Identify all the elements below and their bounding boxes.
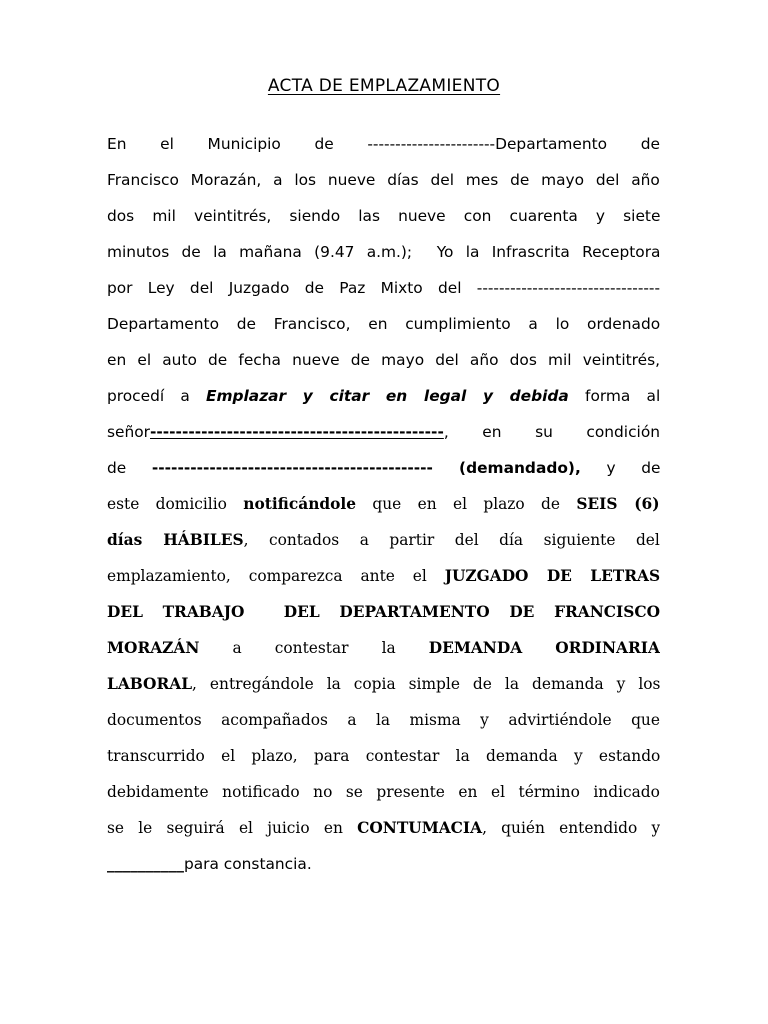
body-line-10 [107,450,660,486]
line-text: Francisco Morazán, a los nueve días del mes de mayo del año [107,171,660,189]
body-line-5 [107,270,660,306]
line-text: debidamente notificado no se presente en el término indicado [107,783,660,801]
body-line-8 [107,378,660,414]
body-line-21 [107,846,660,882]
blank-line-condition: -------------------------------------------- (demandado), [151,459,581,477]
line-run: emplazamiento, comparezca ante el JUZGADO DE LETRAS [107,567,660,585]
bold-text: CONTUMACIA [357,819,483,837]
body-line-15 [107,630,660,666]
line-text: en el auto de fecha nueve de mayo del año dos mil veintitrés, [107,351,660,369]
word: a [232,639,242,657]
line-run: __________para constancia. [107,855,312,873]
line-run: días HÁBILES, contados a partir del día siguiente del [107,531,660,549]
body-line-9 [107,414,660,450]
line-run: se le seguirá el juicio en CONTUMACIA, quién entendido y [107,819,660,837]
document-body [107,126,660,882]
bold-text: JUZGADO DE LETRAS [444,567,660,585]
body-line-12 [107,522,660,558]
line-text: DEL TRABAJO DEL DEPARTAMENTO DE FRANCISCO [107,603,660,621]
word: de [640,135,660,153]
word: -----------------------Departamento [367,135,608,153]
bold-text: notificándole [243,495,357,513]
word: el [160,135,174,153]
body-line-20 [107,810,660,846]
line-text: minutos de la mañana (9.47 a.m.); Yo la Infrascrita Receptora [107,243,660,261]
blank-line-defendant-name: ---------------------------------------------- [150,423,444,441]
body-line-13 [107,558,660,594]
body-line-6 [107,306,660,342]
line-text: dos mil veintitrés, siendo las nueve con cuarenta y siete [107,207,660,225]
body-line-17 [107,702,660,738]
word: DEMANDA [428,639,523,657]
word: la [381,639,396,657]
word: En [107,135,127,153]
body-line-2 [107,162,660,198]
body-line-18 [107,738,660,774]
bold-text: días HÁBILES [107,531,244,549]
body-line-19 [107,774,660,810]
body-line-1 [107,126,660,162]
body-line-14 [107,594,660,630]
word: Municipio [207,135,281,153]
line-text: por Ley del Juzgado de Paz Mixto del --------------------------------- [107,279,660,297]
body-line-4 [107,234,660,270]
line-text: transcurrido el plazo, para contestar la demanda y estando [107,747,660,765]
word: MORAZÁN [107,639,200,657]
line-text: documentos acompañados a la misma y advirtiéndole que [107,711,660,729]
line-run: de -------------------------------------------- (demandado), y de [107,459,660,477]
body-line-7 [107,342,660,378]
line-run: señor----------------------------------------------, en su condición [107,423,660,441]
body-line-3 [107,198,660,234]
line-run: procedí a Emplazar y citar en legal y debida forma al [107,387,660,405]
line-run: LABORAL, entregándole la copia simple de la demanda y los [107,675,660,693]
line-run: este domicilio notificándole que en el plazo de SEIS (6) [107,495,660,513]
bold-text: SEIS (6) [576,495,660,513]
word: de [314,135,334,153]
emphasis-text: Emplazar y citar en legal y debida [205,387,569,405]
word: ORDINARIA [555,639,660,657]
blank-signature-line: __________ [107,855,184,873]
document-title: ACTA DE EMPLAZAMIENTO [267,76,501,96]
bold-text: LABORAL [107,675,193,693]
word: contestar [274,639,349,657]
line-text: Departamento de Francisco, en cumplimiento a lo ordenado [107,315,660,333]
body-line-16 [107,666,660,702]
body-line-11 [107,486,660,522]
